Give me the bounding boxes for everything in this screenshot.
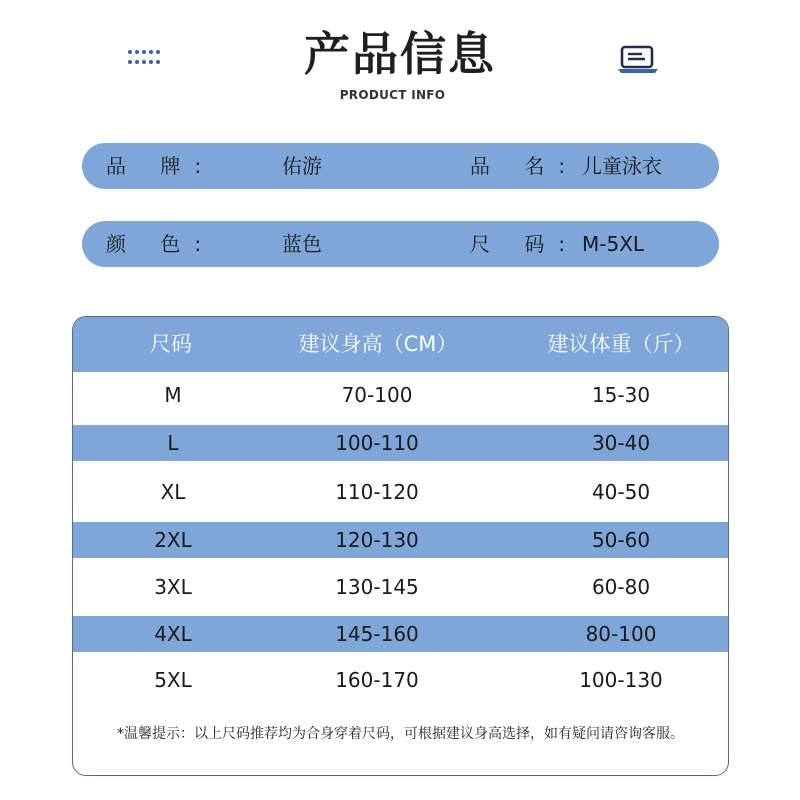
weight-cell: 80-100 <box>585 622 657 646</box>
page-title: 产品信息 <box>304 27 496 81</box>
brand-value: 佑游 <box>282 154 322 178</box>
weight-cell: 60-80 <box>591 575 651 599</box>
size-range-value: M-5XL <box>582 232 645 256</box>
info-row-brand-name <box>82 143 719 189</box>
info-row-color-size <box>82 221 719 267</box>
weight-cell: 15-30 <box>591 383 651 407</box>
height-cell: 100-110 <box>335 431 419 455</box>
height-cell: 70-100 <box>341 383 413 407</box>
page-subtitle: PRODUCT INFO <box>339 88 446 102</box>
size-table-header <box>73 317 728 372</box>
size-cell: 4XL <box>154 622 192 646</box>
size-cell: M <box>164 383 182 407</box>
height-cell: 130-145 <box>335 575 419 599</box>
weight-cell: 100-130 <box>579 668 663 692</box>
size-cell: 5XL <box>154 668 192 692</box>
weight-cell: 30-40 <box>591 431 651 455</box>
weight-cell: 40-50 <box>591 480 651 504</box>
header-weight: 建议体重（斤） <box>547 332 695 356</box>
color-label: 颜 色: <box>106 232 216 256</box>
size-note: *温馨提示：以上尺码推荐均为合身穿着尺码，可根据建议身高选择，如有疑问请咨询客服。 <box>117 726 684 742</box>
table-row <box>73 522 728 558</box>
brand-label: 品 牌: <box>106 154 216 178</box>
product-name-label: 品 名: <box>470 154 580 178</box>
header-size: 尺码 <box>150 332 192 356</box>
size-chart-card <box>72 316 729 776</box>
table-row <box>73 474 728 510</box>
table-row <box>73 662 728 698</box>
height-cell: 120-130 <box>335 528 419 552</box>
size-cell: 3XL <box>154 575 192 599</box>
height-cell: 145-160 <box>335 622 419 646</box>
size-cell: 2XL <box>154 528 192 552</box>
weight-cell: 50-60 <box>591 528 651 552</box>
height-cell: 160-170 <box>335 668 419 692</box>
table-row <box>73 569 728 605</box>
size-cell: XL <box>160 480 186 504</box>
height-cell: 110-120 <box>335 480 419 504</box>
size-cell: L <box>167 431 179 455</box>
header-height: 建议身高（CM） <box>298 332 458 356</box>
product-name-value: 儿童泳衣 <box>582 154 662 178</box>
color-value: 蓝色 <box>282 232 322 256</box>
table-row <box>73 425 728 461</box>
size-label: 尺 码: <box>470 232 580 256</box>
display-icon <box>614 44 662 76</box>
table-row <box>73 616 728 652</box>
table-row <box>73 377 728 413</box>
